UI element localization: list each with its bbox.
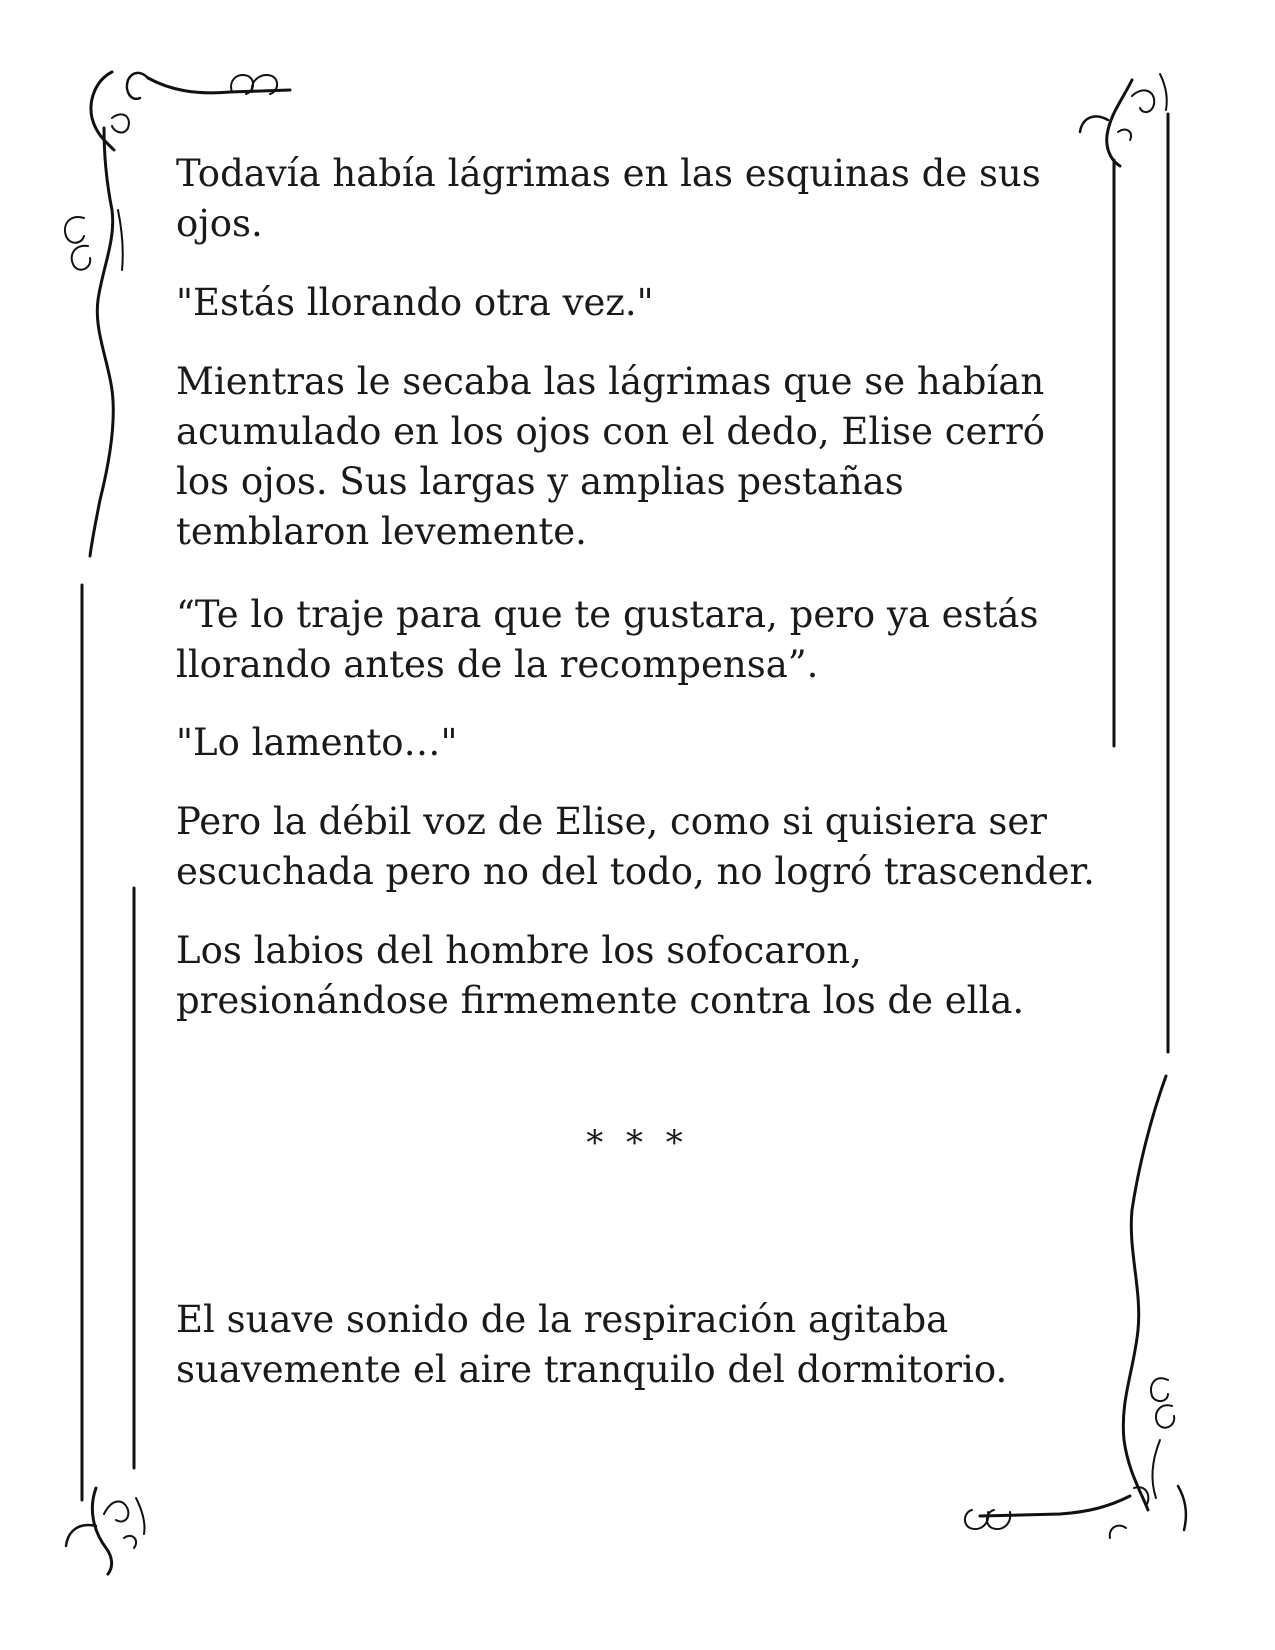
paragraph-3: [176, 357, 1116, 557]
paragraph-line: los ojos. Sus largas y amplias pestañas: [176, 460, 904, 503]
paragraph-line: acumulado en los ojos con el dedo, Elise cerró: [176, 410, 1045, 453]
paragraph-1: [176, 149, 1116, 249]
section-separator: * * *: [586, 1123, 689, 1163]
top-left-flourish: [148, 78, 290, 93]
bottom-left-flourish: [92, 1488, 111, 1574]
paragraph-line: Todavía había lágrimas en las esquinas de sus: [176, 152, 1041, 195]
paragraph-8: [176, 1295, 1116, 1395]
paragraph-line: temblaron levemente.: [176, 510, 587, 553]
paragraph-6: [176, 797, 1116, 897]
paragraph-line: Pero la débil voz de Elise, como si quisiera ser: [176, 800, 1047, 843]
paragraph-line: “Te lo traje para que te gustara, pero ya estás: [176, 593, 1039, 636]
paragraph-line: El suave sonido de la respiración agitaba: [176, 1298, 949, 1341]
paragraph-line: suavemente el aire tranquilo del dormitorio.: [176, 1348, 1008, 1391]
paragraph-4: [176, 590, 1116, 690]
paragraph-line: ojos.: [176, 202, 263, 245]
paragraph-7: [176, 926, 1116, 1026]
paragraph-line: Mientras le secaba las lágrimas que se habían: [176, 360, 1045, 403]
paragraph-2: [176, 278, 1116, 328]
paragraph-line: escuchada pero no del todo, no logró trascender.: [176, 850, 1095, 893]
paragraph-line: "Estás llorando otra vez.": [176, 281, 654, 324]
paragraph-line: llorando antes de la recompensa”.: [176, 643, 819, 686]
paragraph-line: Los labios del hombre los sofocaron,: [176, 929, 862, 972]
paragraph-line: presionándose firmemente contra los de ella.: [176, 979, 1025, 1022]
paragraph-line: "Lo lamento…": [176, 721, 458, 764]
paragraph-5: [176, 718, 1116, 768]
